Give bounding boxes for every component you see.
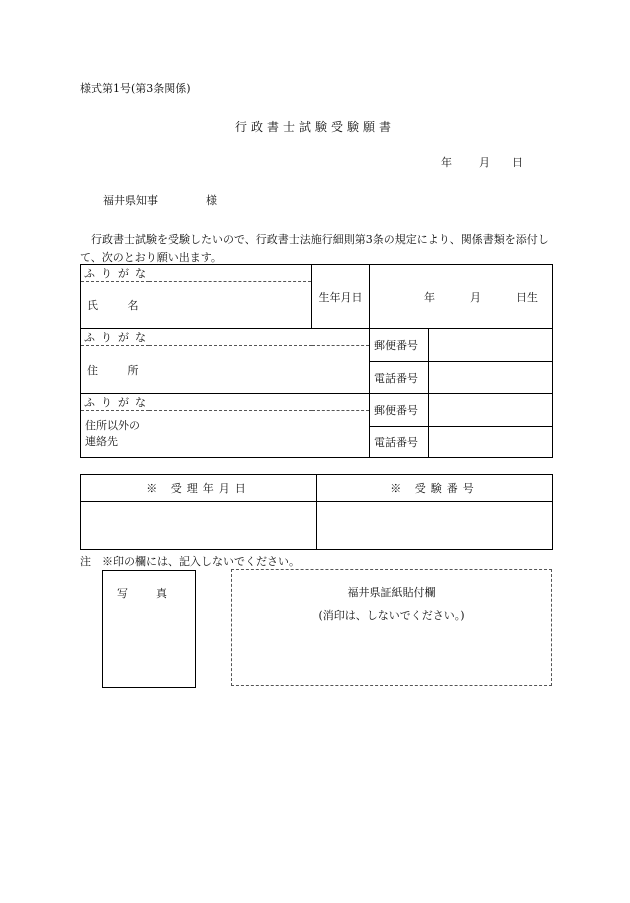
addressee-honorific: 様 <box>206 194 217 207</box>
date-day-label: 日 <box>512 156 523 169</box>
stamp-area-instruction: (消印は、しないでください。) <box>318 609 465 622</box>
form-title: 行政書士試験受験願書 <box>234 120 395 134</box>
photo-label: 写真 <box>117 587 195 600</box>
postal-code-label-2: 郵便番号 <box>370 394 429 427</box>
date-month-label: 月 <box>479 156 490 169</box>
phone-input-1[interactable] <box>429 362 553 394</box>
address-furigana-input[interactable] <box>149 329 370 346</box>
phone-input-2[interactable] <box>429 427 553 458</box>
name-furigana-input[interactable] <box>149 265 312 282</box>
note-text: 注 ※印の欄には、記入しないでください。 <box>80 555 300 568</box>
receipt-table <box>80 474 553 550</box>
birthdate-month: 月 <box>470 290 481 304</box>
phone-label-1: 電話番号 <box>370 362 429 394</box>
birthdate-year: 年 <box>424 290 435 304</box>
received-date-header: ※ 受理年月日 <box>81 475 317 502</box>
name-label: 氏 名 <box>81 282 149 329</box>
postal-code-input-2[interactable] <box>429 394 553 427</box>
exam-number-header: ※ 受験番号 <box>317 475 553 502</box>
contact-furigana-label: ふ り が な <box>81 394 149 411</box>
birthdate-label: 生年月日 <box>312 265 370 329</box>
contact-furigana-input[interactable] <box>149 394 370 411</box>
other-contact-input[interactable] <box>149 411 370 458</box>
postal-code-input-1[interactable] <box>429 329 553 362</box>
address-input[interactable] <box>149 346 370 394</box>
addressee <box>103 192 217 208</box>
address-furigana-label: ふ り が な <box>81 329 149 346</box>
address-label: 住 所 <box>81 346 149 394</box>
date-year-label: 年 <box>441 156 452 169</box>
name-input[interactable] <box>149 282 312 329</box>
exam-number-cell <box>317 502 553 550</box>
received-date-cell <box>81 502 317 550</box>
phone-label-2: 電話番号 <box>370 427 429 458</box>
intro-text: 行政書士試験を受験したいので、行政書士法施行細則第3条の規定により、関係書類を添付して、次のとおり願い出ます。 <box>80 233 549 264</box>
addressee-name: 福井県知事 <box>103 194 158 207</box>
name-furigana-label: ふ り が な <box>81 265 149 282</box>
birthdate-day: 日生 <box>516 290 538 304</box>
form-number: 様式第1号(第3条関係) <box>80 82 191 95</box>
other-contact-label: 住所以外の 連絡先 <box>81 411 149 458</box>
revenue-stamp-area[interactable] <box>231 569 552 686</box>
photo-box[interactable] <box>102 570 196 688</box>
stamp-area-title: 福井県証紙貼付欄 <box>347 586 436 599</box>
birthdate-field[interactable] <box>370 265 553 329</box>
postal-code-label-1: 郵便番号 <box>370 329 429 362</box>
applicant-table <box>80 264 553 458</box>
